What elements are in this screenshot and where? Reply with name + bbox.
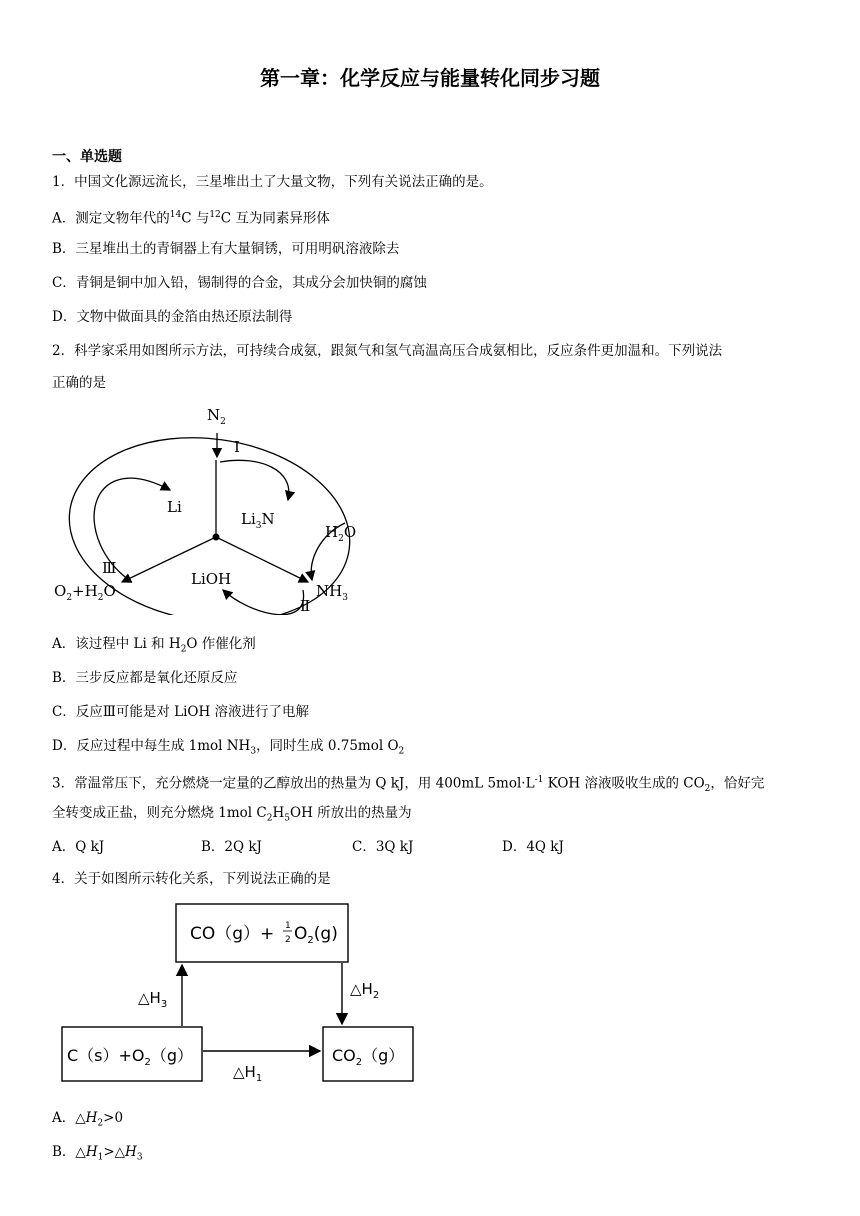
q2-stem-line2: 正确的是 xyxy=(52,375,106,391)
q4-stem: 4．关于如图所示转化关系，下列说法正确的是 xyxy=(52,871,331,887)
step-1-label: I xyxy=(234,438,240,456)
h2o-label: $H_2O$ xyxy=(325,523,357,544)
q4-option-b: B．$\triangle H_1>\triangle H_3$ xyxy=(52,1144,143,1163)
document-title: 第一章：化学反应与能量转化同步习题 xyxy=(260,66,600,90)
q2-option-d: D．反应过程中每生成 1mol $NH_3$，同时生成 0.75mol $O_2$ xyxy=(52,738,405,757)
lithium-cycle-diagram xyxy=(50,400,370,615)
q2-option-b: B．三步反应都是氧化还原反应 xyxy=(52,670,238,686)
q1-option-a: A．测定文物年代的$^{14}$C 与$^{12}$C 互为同素异形体 xyxy=(52,210,330,227)
lioh-label: LiOH xyxy=(191,570,232,588)
section-heading: 一、单选题 xyxy=(52,149,122,165)
q4-option-a: A．$\triangle H_2>0$ xyxy=(52,1110,124,1129)
box-co-o2-label-tail: $O_2(g)$ xyxy=(294,924,338,946)
curve-li3n-loop xyxy=(220,460,289,500)
n2-label: $N_2$ xyxy=(207,406,226,427)
q1-option-d: D．文物中做面具的金箔由热还原法制得 xyxy=(52,309,293,325)
q2-stem-line1: 2．科学家采用如图所示方法，可持续合成氨，跟氮气和氢气高温高压合成氨相比，反应条件更加温和。下列说法 xyxy=(52,343,723,359)
q1-stem: 1．中国文化源远流长，三星堆出土了大量文物，下列有关说法正确的是。 xyxy=(52,174,493,190)
q3-option-c: C．3Q kJ xyxy=(352,839,414,855)
q1-option-b: B．三星堆出土的青铜器上有大量铜锈，可用明矾溶液除去 xyxy=(52,241,400,257)
center-node xyxy=(213,534,220,541)
q1-option-c: C．青铜是铜中加入铅，锡制得的合金，其成分会加快铜的腐蚀 xyxy=(52,275,427,291)
nh3-label: $NH_3$ xyxy=(316,582,348,603)
li-label: Li xyxy=(167,498,182,516)
dh3-label: $\triangle H_3$ xyxy=(138,989,168,1010)
step-3-label: Ⅲ xyxy=(102,559,117,577)
half-denominator: 2 xyxy=(285,935,291,945)
box-c-o2-label: $C(s)+O_2(g)$ xyxy=(67,1046,194,1068)
dh2-label: $\triangle H_2$ xyxy=(350,980,380,1001)
box-co-o2-label: CO（g）+ xyxy=(190,924,275,944)
dh1-label: $\triangle H_1$ xyxy=(233,1063,263,1084)
li3n-label: $Li_3N$ xyxy=(241,510,275,531)
step-2-label: Ⅱ xyxy=(300,597,311,615)
q2-option-a: A．该过程中 Li 和 $H_2O$ 作催化剂 xyxy=(52,636,256,655)
q3-stem-line1: 3．常温常压下，充分燃烧一定量的乙醇放出的热量为 Q kJ，用 400mL $5mol\cdot L^{-1}$ KOH 溶液吸收生成的 $CO_2$，恰好完 xyxy=(52,775,765,795)
q3-stem-line2: 全转变成正盐，则充分燃烧 1mol $C_2H_5OH$ 所放出的热量为 xyxy=(52,805,412,824)
o2-h2o-label: $O_2+H_2O$ xyxy=(54,582,116,603)
half-numerator: 1 xyxy=(285,921,291,931)
q3-option-b: B．2Q kJ xyxy=(201,839,262,855)
q3-option-a: A．Q kJ xyxy=(52,839,105,855)
q3-option-d: D．4Q kJ xyxy=(502,839,564,855)
enthalpy-cycle-diagram xyxy=(56,900,420,1090)
box-co2-label: $CO_2(g)$ xyxy=(332,1046,405,1068)
q2-option-c: C．反应Ⅲ可能是对 LiOH 溶液进行了电解 xyxy=(52,704,310,720)
